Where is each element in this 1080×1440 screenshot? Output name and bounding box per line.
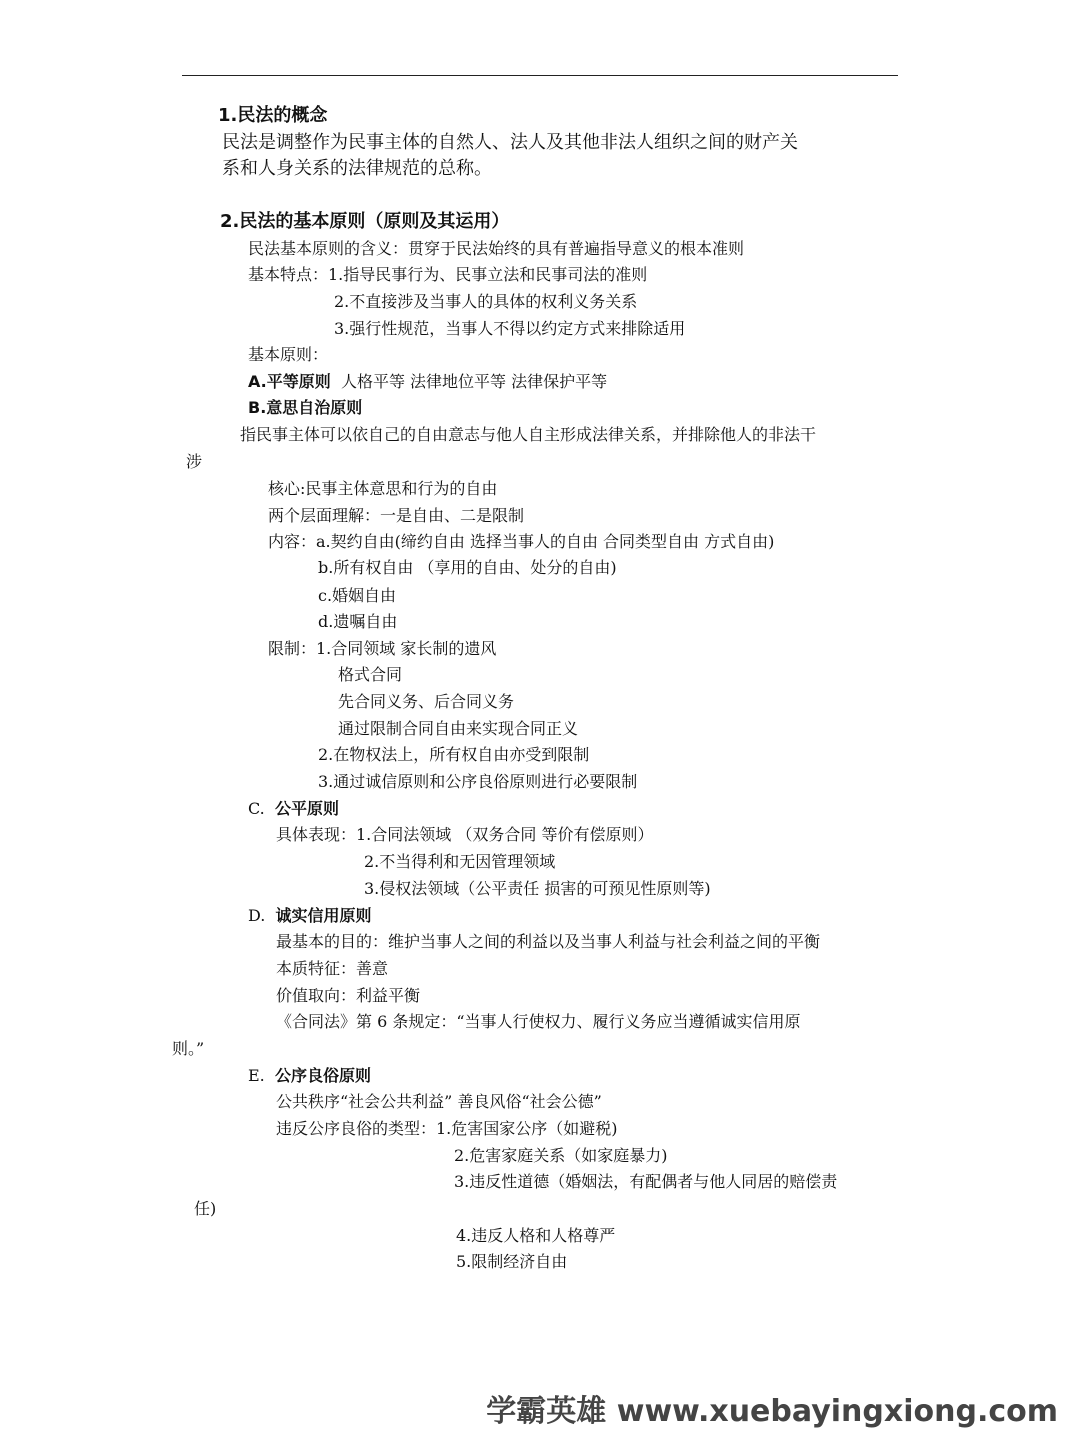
principle-e-title: 公序良俗原则 <box>274 1066 371 1085</box>
text-line: 本质特征：善意 <box>276 959 389 978</box>
text-line: 公共秩序“社会公共利益” 善良风俗“社会公德” <box>276 1092 602 1111</box>
principle-b-title: B.意思自治原则 <box>248 398 363 417</box>
text-line: 2.危害家庭关系（如家庭暴力) <box>454 1146 668 1165</box>
text-line: 两个层面理解：一是自由、二是限制 <box>268 506 525 525</box>
text-line: 价值取向：利益平衡 <box>276 986 421 1005</box>
text-line: 5.限制经济自由 <box>456 1252 568 1271</box>
paragraph-line: 民法是调整作为民事主体的自然人、法人及其他非法人组织之间的财产关 <box>222 132 798 153</box>
text-line: 违反公序良俗的类型：1.危害国家公序（如避税) <box>276 1119 618 1138</box>
principle-c-label: C. <box>248 799 265 818</box>
text-line: 具体表现：1.合同法领域 （双务合同 等价有偿原则） <box>276 825 654 844</box>
text-line: 2.不直接涉及当事人的具体的权利义务关系 <box>334 292 638 311</box>
text-line: 民法基本原则的含义：贯穿于民法始终的具有普遍指导意义的根本准则 <box>248 239 745 258</box>
text-line: 任) <box>194 1199 217 1218</box>
text-line: 核心:民事主体意思和行为的自由 <box>268 479 498 498</box>
text-line: 3.强行性规范，当事人不得以约定方式来排除适用 <box>334 319 686 338</box>
watermark: 学霸英雄 www.xuebayingxiong.com <box>486 1394 1058 1429</box>
text-line: b.所有权自由 （享用的自由、处分的自由) <box>318 558 617 577</box>
section-2-title: 2.民法的基本原则（原则及其运用） <box>220 211 510 232</box>
text-line: 3.通过诚信原则和公序良俗原则进行必要限制 <box>318 772 638 791</box>
text-line: 涉 <box>186 452 203 471</box>
principle-e <box>248 1065 371 1087</box>
text-line: d.遗嘱自由 <box>318 612 398 631</box>
header-rule <box>182 75 898 76</box>
paragraph-line: 系和人身关系的法律规范的总称。 <box>222 158 492 179</box>
principle-d <box>248 905 372 927</box>
text-line: 3.违反性道德（婚姻法，有配偶者与他人同居的赔偿责 <box>454 1172 838 1191</box>
text-line: 2.不当得利和无因管理领域 <box>364 852 556 871</box>
principle-d-label: D. <box>248 906 266 925</box>
text-line: 3.侵权法领域（公平责任 损害的可预见性原则等) <box>364 879 711 898</box>
text-line: 内容：a.契约自由(缔约自由 选择当事人的自由 合同类型自由 方式自由) <box>268 532 775 551</box>
text-line: 基本原则： <box>248 345 329 364</box>
text-line: 指民事主体可以依自己的自由意志与他人自主形成法律关系，并排除他人的非法干 <box>240 425 817 444</box>
text-line: c.婚姻自由 <box>318 586 397 605</box>
text-line: 通过限制合同自由来实现合同正义 <box>338 719 579 738</box>
text-line: 格式合同 <box>338 665 403 684</box>
principle-c-title: 公平原则 <box>274 799 339 818</box>
principle-c <box>248 798 339 820</box>
principle-a <box>248 371 607 393</box>
text-line: 基本特点：1.指导民事行为、民事立法和民事司法的准则 <box>248 265 648 284</box>
principle-a-title: A.平等原则 <box>248 372 331 391</box>
section-1-title: 1.民法的概念 <box>218 105 328 126</box>
text-line: 2.在物权法上，所有权自由亦受到限制 <box>318 745 590 764</box>
text-line: 4.违反人格和人格尊严 <box>456 1226 616 1245</box>
principle-e-label: E. <box>248 1066 265 1085</box>
principle-a-text: 人格平等 法律地位平等 法律保护平等 <box>340 372 608 391</box>
text-line: 《合同法》第 6 条规定：“当事人行使权力、履行义务应当遵循诚实信用原 <box>276 1012 801 1031</box>
text-line: 最基本的目的：维护当事人之间的利益以及当事人利益与社会利益之间的平衡 <box>276 932 821 951</box>
principle-d-title: 诚实信用原则 <box>275 906 372 925</box>
text-line: 则。” <box>172 1039 205 1058</box>
text-line: 限制：1.合同领域 家长制的遗风 <box>268 639 497 658</box>
text-line: 先合同义务、后合同义务 <box>338 692 515 711</box>
